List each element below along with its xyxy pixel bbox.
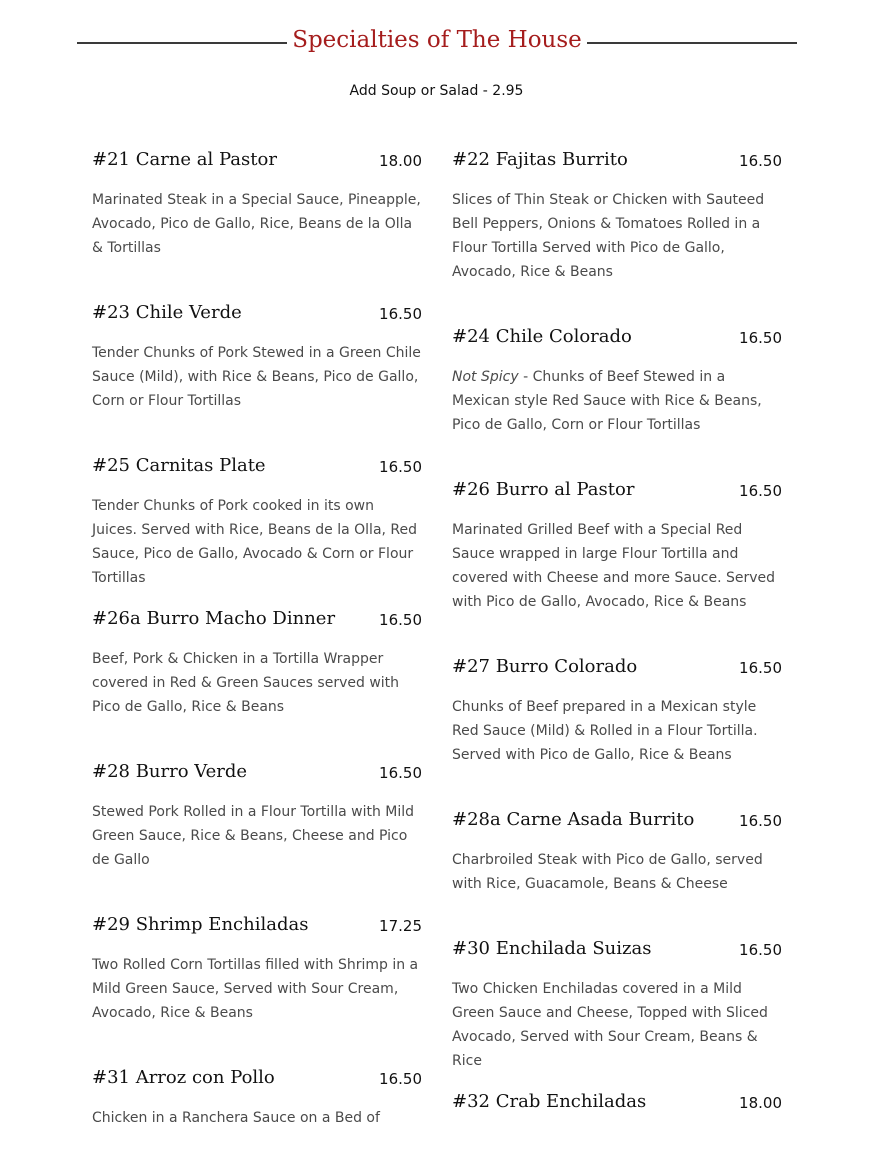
menu-item (92, 452, 422, 586)
menu-item (92, 146, 422, 258)
menu-item (92, 911, 422, 1023)
item-description: Charbroiled Steak with Pico de Gallo, served with Rice, Guacamole, Beans & Cheese (452, 852, 763, 892)
item-name: #28a Carne Asada Burrito (452, 809, 695, 830)
item-price: 16.50 (739, 152, 782, 170)
menu-item (452, 1088, 782, 1120)
item-name: #26a Burro Macho Dinner (92, 608, 336, 629)
menu-item (452, 935, 782, 1069)
item-price: 16.50 (379, 305, 422, 323)
item-note: Not Spicy (452, 369, 519, 385)
item-price: 16.50 (379, 764, 422, 782)
item-name: #22 Fajitas Burrito (452, 149, 628, 170)
item-description: Two Chicken Enchiladas covered in a Mild Green Sauce and Cheese, Topped with Sliced Avocado, Served with Sour Cream, Beans & Rice (452, 981, 768, 1069)
menu-item (92, 758, 422, 870)
section-title: Specialties of The House (292, 27, 582, 53)
menu-item (452, 806, 782, 894)
item-description: Two Rolled Corn Tortillas filled with Shrimp in a Mild Green Sauce, Served with Sour Cream, Avocado, Rice & Beans (92, 957, 419, 1021)
item-description: Tender Chunks of Pork cooked in its own Juices. Served with Rice, Beans de la Olla, Red Sauce, Pico de Gallo, Avocado & Corn or Flour Tortillas (92, 498, 418, 586)
item-description-text: - Chunks of Beef Stewed in a Mexican style Red Sauce with Rice & Beans, Pico de Gallo, Corn or Flour Tortillas (452, 369, 762, 433)
item-name: #23 Chile Verde (92, 302, 242, 323)
item-name: #31 Arroz con Pollo (92, 1067, 275, 1088)
item-name: #27 Burro Colorado (452, 656, 638, 677)
item-name: #26 Burro al Pastor (452, 479, 635, 500)
item-description: Marinated Steak in a Special Sauce, Pineapple, Avocado, Pico de Gallo, Rice, Beans de la Olla & Tortillas (92, 192, 421, 256)
item-price: 16.50 (739, 482, 782, 500)
item-description: Marinated Grilled Beef with a Special Red Sauce wrapped in large Flour Tortilla and covered with Cheese and more Sauce. Served with Pico de Gallo, Avocado, Rice & Beans (452, 522, 776, 610)
title-divider-left (77, 42, 287, 44)
menu-item (92, 299, 422, 411)
item-price: 16.50 (739, 329, 782, 347)
menu-item (452, 653, 782, 765)
item-name: #24 Chile Colorado (452, 326, 632, 347)
item-name: #29 Shrimp Enchiladas (92, 914, 309, 935)
item-description: Chunks of Beef prepared in a Mexican style Red Sauce (Mild) & Rolled in a Flour Tortilla. Served with Pico de Gallo, Rice & Beans (452, 699, 758, 763)
item-description: Stewed Pork Rolled in a Flour Tortilla with Mild Green Sauce, Rice & Beans, Cheese and Pico de Gallo (92, 804, 415, 868)
menu-column-left (92, 146, 422, 1171)
menu-column-right (452, 146, 782, 1161)
item-name: #32 Crab Enchiladas (452, 1091, 647, 1112)
item-name: #21 Carne al Pastor (92, 149, 277, 170)
item-description: Beef, Pork & Chicken in a Tortilla Wrapper covered in Red & Green Sauces served with Pico de Gallo, Rice & Beans (92, 651, 400, 715)
title-divider-right (587, 42, 797, 44)
item-description: Tender Chunks of Pork Stewed in a Green Chile Sauce (Mild), with Rice & Beans, Pico de Gallo, Corn or Flour Tortillas (92, 345, 421, 409)
section-subtitle: Add Soup or Salad - 2.95 (349, 83, 524, 99)
item-name: #25 Carnitas Plate (92, 455, 266, 476)
item-description (452, 365, 782, 437)
item-name: #28 Burro Verde (92, 761, 248, 782)
menu-item (452, 476, 782, 612)
item-price: 17.25 (379, 917, 422, 935)
item-price: 16.50 (379, 1070, 422, 1088)
item-description: Chicken in a Ranchera Sauce on a Bed of (92, 1110, 380, 1126)
item-price: 16.50 (379, 458, 422, 476)
menu-item (452, 323, 782, 435)
menu-item (452, 146, 782, 282)
item-price: 16.50 (739, 659, 782, 677)
item-price: 16.50 (739, 941, 782, 959)
item-price: 16.50 (379, 611, 422, 629)
menu-item (92, 605, 422, 717)
item-description: Slices of Thin Steak or Chicken with Sauteed Bell Peppers, Onions & Tomatoes Rolled in a Flour Tortilla Served with Pico de Gallo, Avocado, Rice & Beans (452, 192, 765, 280)
menu-item (92, 1064, 422, 1130)
item-name: #30 Enchilada Suizas (452, 938, 652, 959)
item-price: 18.00 (739, 1094, 782, 1112)
item-price: 18.00 (379, 152, 422, 170)
item-price: 16.50 (739, 812, 782, 830)
